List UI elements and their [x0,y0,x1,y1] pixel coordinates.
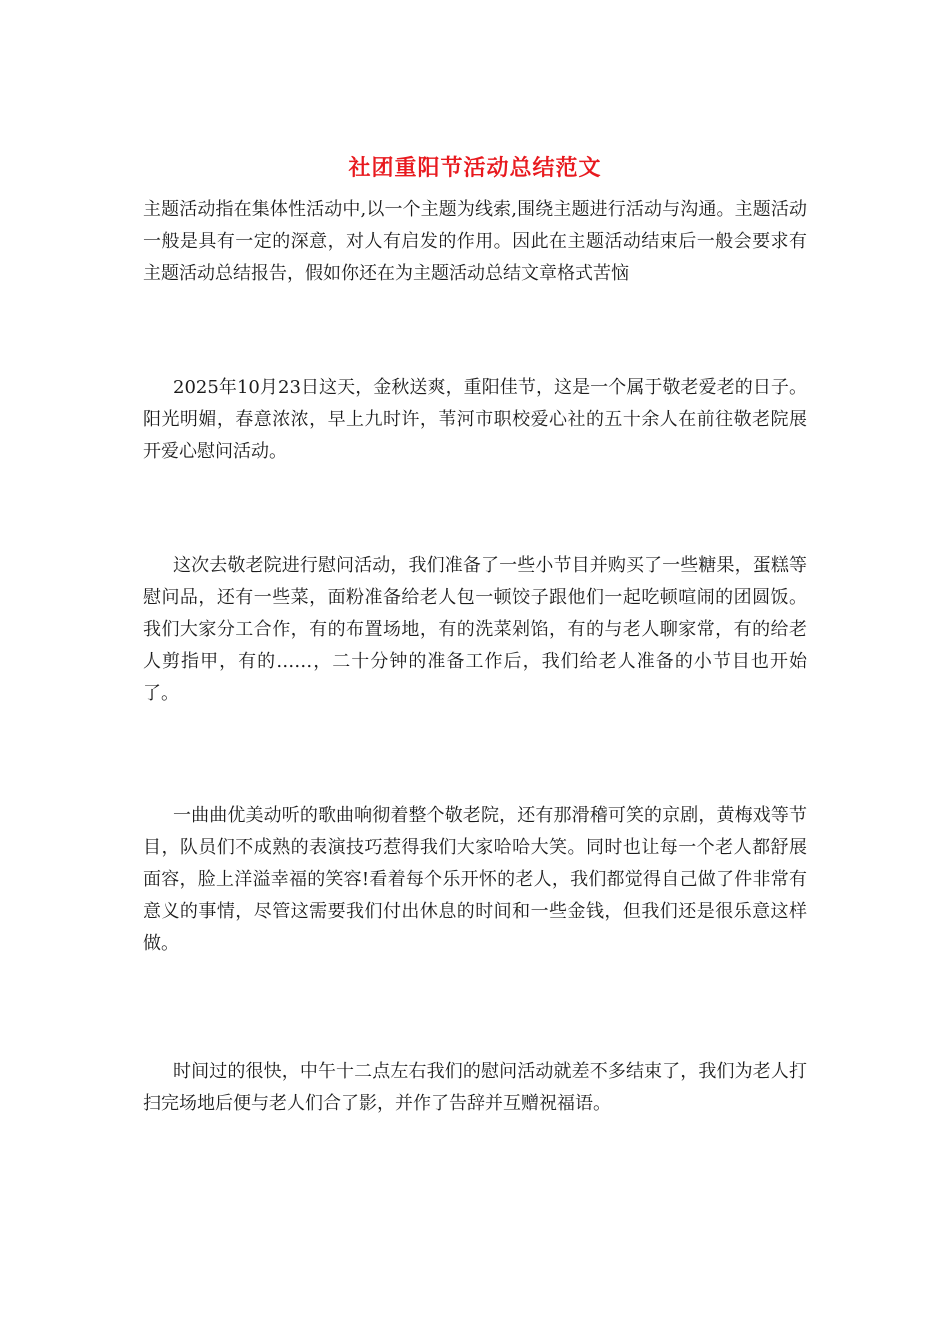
document-title: 社团重阳节活动总结范文 [348,155,602,181]
intro-paragraph: 主题活动指在集体性活动中,以一个主题为线索,围绕主题进行活动与沟通。主题活动一般是具有一定的深意，对人有启发的作用。因此在主题活动结束后一般会要求有主题活动总结报告，假如你还在为主题活动总结文章格式苦恼 [143,199,807,284]
body-paragraph: 2025年10月23日这天，金秋送爽，重阳佳节，这是一个属于敬老爱老的日子。阳光明媚，春意浓浓，早上九时许，苇河市职校爱心社的五十余人在前往敬老院展开爱心慰问活动。 [143,377,807,462]
body-paragraph: 时间过的很快，中午十二点左右我们的慰问活动就差不多结束了，我们为老人打扫完场地后便与老人们合了影，并作了告辞并互赠祝福语。 [143,1061,807,1114]
body-paragraph: 一曲曲优美动听的歌曲响彻着整个敬老院，还有那滑稽可笑的京剧，黄梅戏等节目，队员们不成熟的表演技巧惹得我们大家哈哈大笑。同时也让每一个老人都舒展面容，脸上洋溢幸福的笑容!看着每个乐开怀的老人，我们都觉得自己做了件非常有意义的事情，尽管这需要我们付出休息的时间和一些金钱，但我们还是很乐意这样做。 [143,805,807,954]
body-paragraph: 这次去敬老院进行慰问活动，我们准备了一些小节目并购买了一些糖果，蛋糕等慰问品，还有一些菜，面粉准备给老人包一顿饺子跟他们一起吃顿喧闹的团圆饭。我们大家分工合作，有的布置场地，有的洗菜剁馅，有的与老人聊家常，有的给老人剪指甲，有的……，二十分钟的准备工作后，我们给老人准备的小节目也开始了。 [143,555,807,704]
